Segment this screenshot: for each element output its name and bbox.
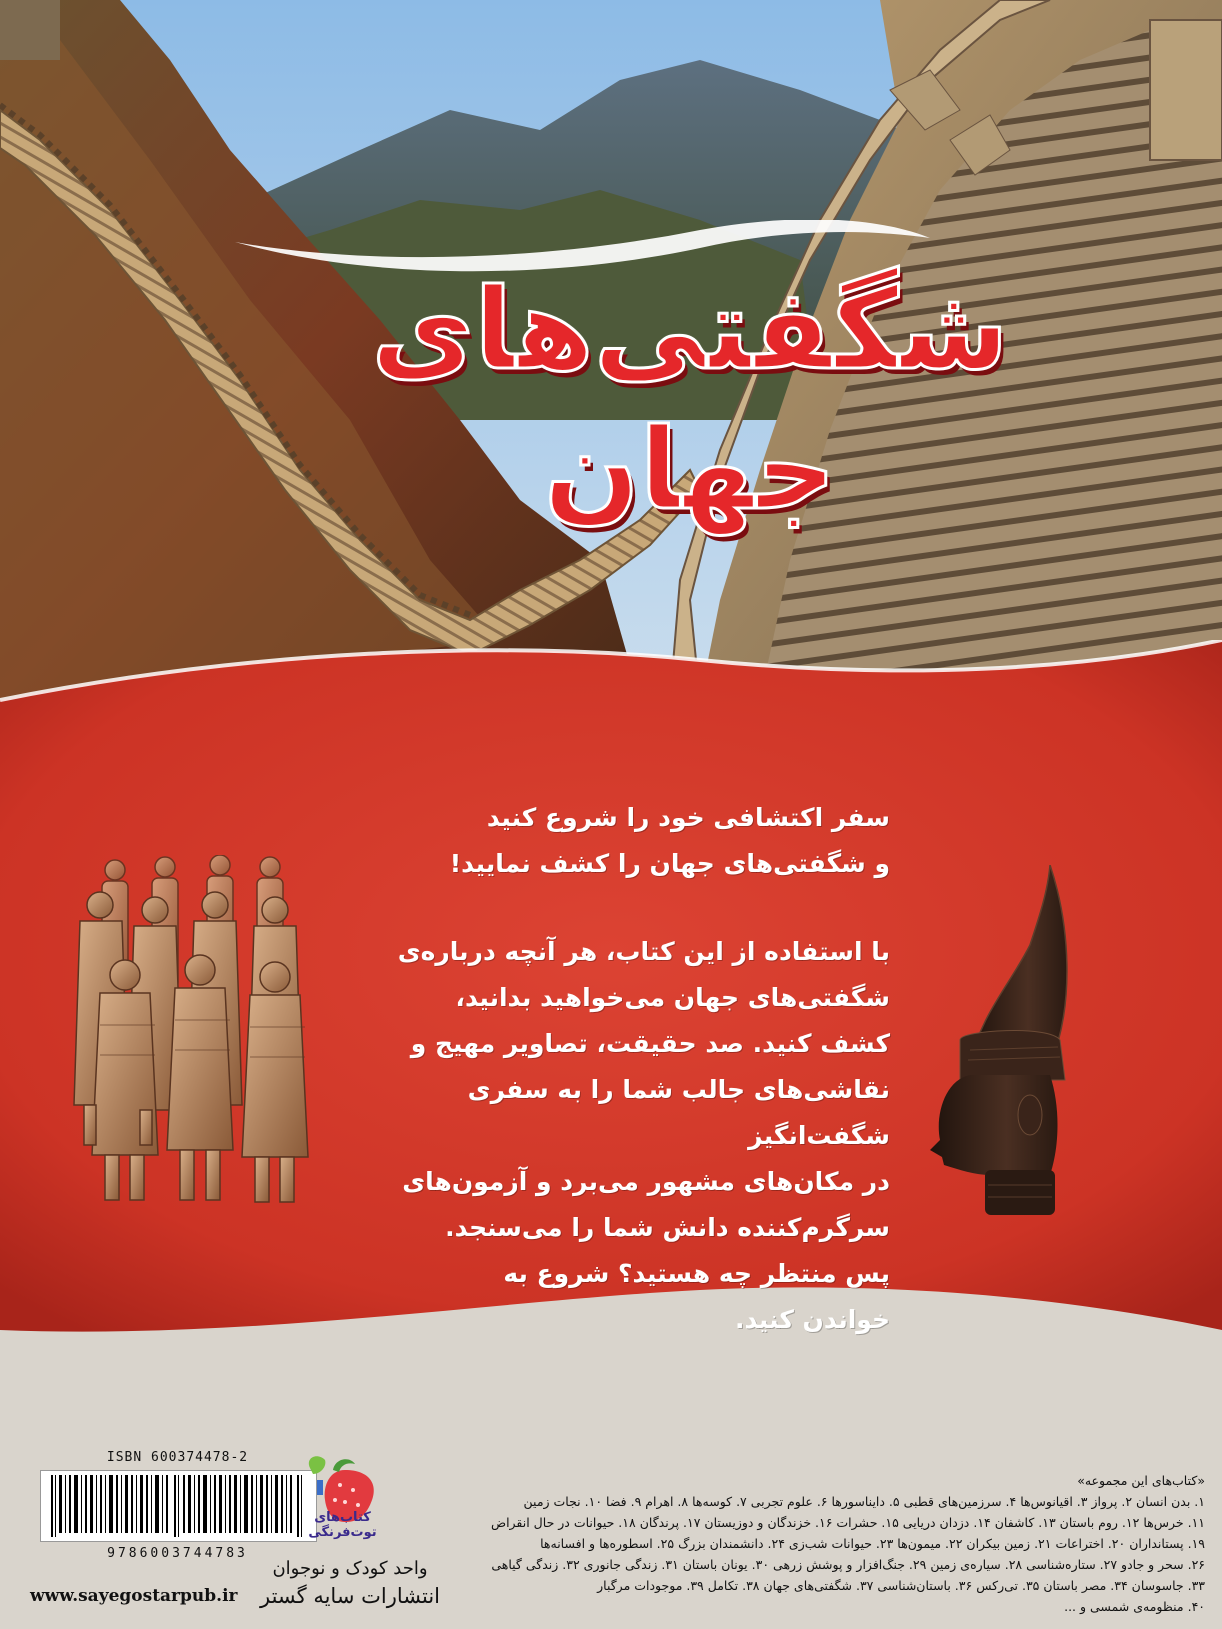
blurb-line: و شگفتی‌های جهان را کشف نمایید! [449, 849, 890, 878]
blurb-line: پس منتظر چه هستید؟ شروع به [503, 1259, 890, 1288]
blurb-line: شگفتی‌های جهان می‌خواهید بدانید، [455, 983, 890, 1012]
cover-blurb [370, 795, 890, 1343]
title-block [0, 220, 1222, 535]
bronze-head-image [900, 865, 1120, 1225]
series-line: ۲۶. سحر و جادو ۲۷. ستاره‌شناسی ۲۸. سیاره‌ی زمین ۲۹. جنگ‌افزار و پوشش زرهی ۳۰. یونان باستان ۳۱. زندگی جانوری ۳۲. زندگی گیاهی [491, 1557, 1205, 1572]
logo-text-line: توت‌فرنگی [308, 1525, 377, 1540]
barcode [40, 1470, 317, 1542]
logo-text-line: کتاب‌های [314, 1510, 371, 1525]
blurb-line: خواندن کنید. [734, 1305, 890, 1334]
publisher-block [250, 1556, 450, 1610]
blurb-line: در مکان‌های مشهور می‌برد و آزمون‌های [402, 1167, 890, 1196]
series-line: ۳۳. جاسوسان ۳۴. مصر باستان ۳۵. تی‌رکس ۳۶. باستان‌شناسی ۳۷. شگفتی‌های جهان ۳۸. تکامل ۳۹. موجودات مرگبار [597, 1578, 1205, 1593]
blurb-line: سفر اکتشافی خود را شروع کنید [486, 803, 890, 832]
series-book-list [445, 1470, 1205, 1617]
barcode-bars [41, 1471, 316, 1541]
publisher-website: www.sayegostarpub.ir [30, 1586, 238, 1606]
logo-wordmark [290, 1510, 395, 1540]
series-line: ۱۹. پستانداران ۲۰. اختراعات ۲۱. زمین بیکران ۲۲. میمون‌ها ۲۳. حیوانات شب‌زی ۲۴. دانشمندان بزرگ ۲۵. اسطوره‌ها و افسانه‌ها [540, 1536, 1205, 1551]
blurb-line: با استفاده از این کتاب، هر آنچه درباره‌ی [397, 937, 890, 966]
publisher-unit: واحد کودک و نوجوان [272, 1558, 428, 1579]
series-line: ۱. بدن انسان ۲. پرواز ۳. اقیانوس‌ها ۴. سرزمین‌های قطبی ۵. دایناسورها ۶. علوم تجربی ۷. کوسه‌ها ۸. اهرام ۹. فضا ۱۰. نجات زمین [523, 1494, 1205, 1509]
isbn-label: ISBN 600374478-2 [106, 1450, 249, 1465]
blurb-line: سرگرم‌کننده دانش شما را می‌سنجد. [445, 1213, 890, 1242]
barcode-number: 9786003744783 [107, 1546, 248, 1561]
series-line: ۱۱. خرس‌ها ۱۲. روم باستان ۱۳. کاشفان ۱۴. دزدان دریایی ۱۵. حشرات ۱۶. خزندگان و دوزیستان ۱۷. پرندگان ۱۸. حیوانات در حال انقراض [490, 1515, 1205, 1530]
publisher-name: انتشارات سایه گستر [260, 1584, 440, 1608]
series-heading: «کتاب‌های این مجموعه» [1077, 1473, 1205, 1488]
blurb-line: نقاشی‌های جالب شما را به سفری شگفت‌انگیز [467, 1075, 890, 1150]
book-title: شگفتی‌های جهان [371, 265, 1009, 535]
series-line: ۴۰. منظومه‌ی شمسی و ... [1064, 1599, 1205, 1614]
terracotta-warriors-image [70, 855, 330, 1215]
blurb-line: کشف کنید. صد حقیقت، تصاویر مهیج و [410, 1029, 890, 1058]
